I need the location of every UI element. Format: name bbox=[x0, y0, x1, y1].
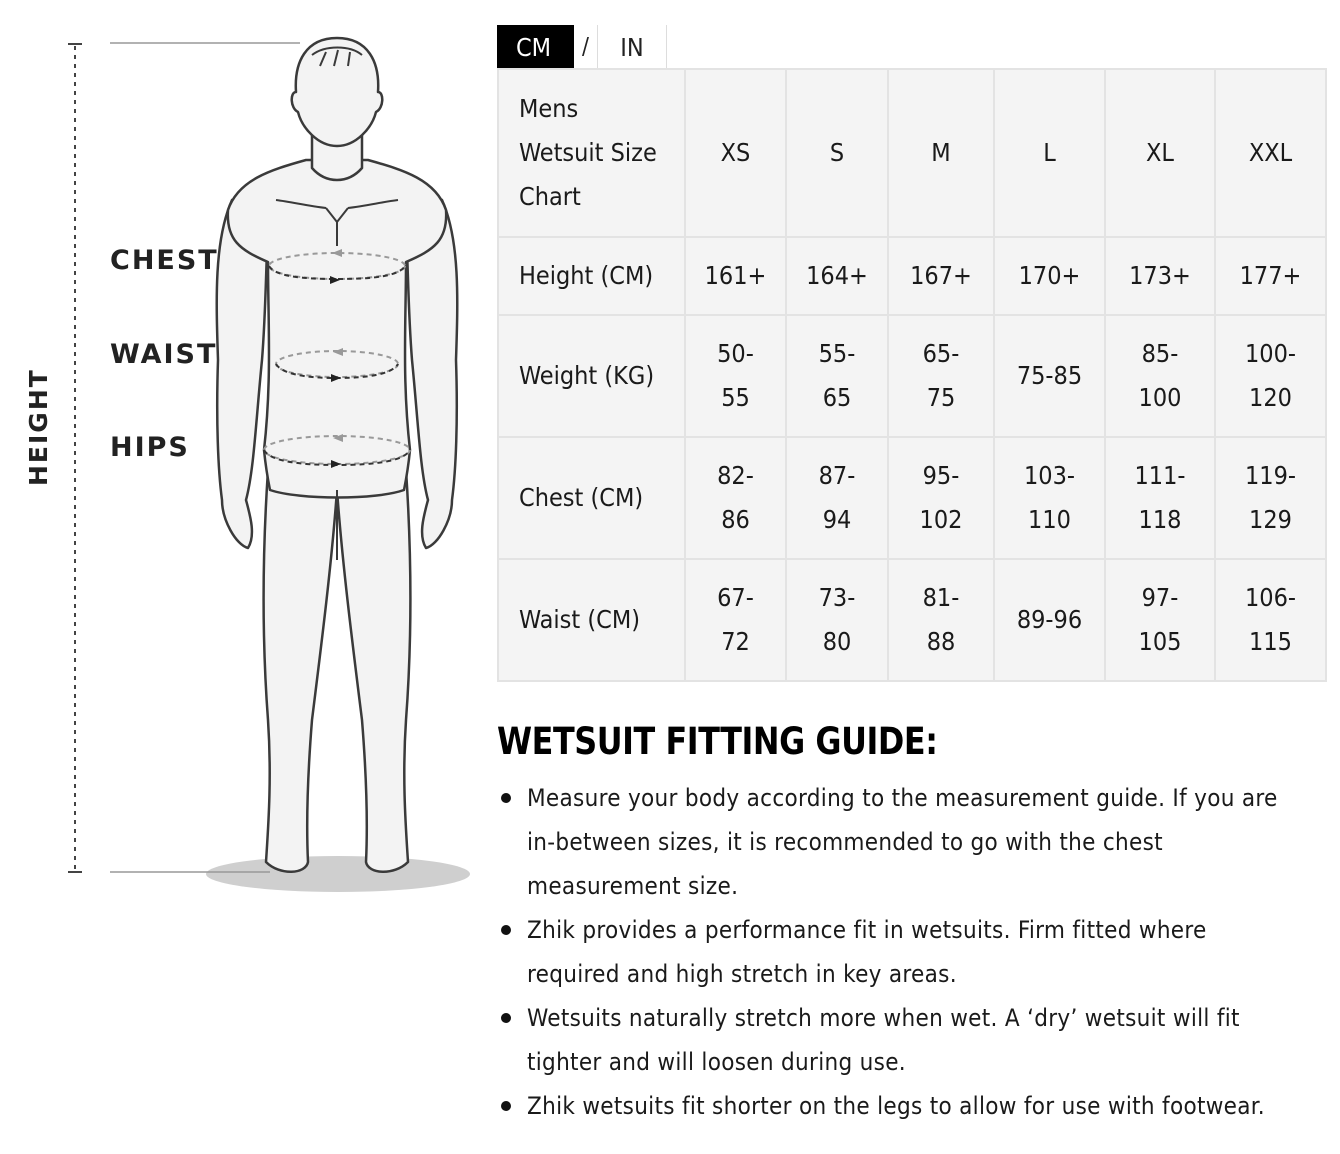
list-item bbox=[497, 776, 1297, 908]
size-header-m: M bbox=[888, 69, 994, 237]
body-silhouette bbox=[217, 38, 458, 872]
size-header-xxl: XXL bbox=[1215, 69, 1326, 237]
cell-line: 82- bbox=[717, 461, 754, 490]
list-item bbox=[497, 908, 1297, 996]
cell-line: 65 bbox=[822, 383, 852, 412]
unit-in-tab[interactable]: IN bbox=[597, 25, 667, 69]
cell-line: 88 bbox=[926, 627, 956, 656]
cell-line: 80 bbox=[822, 627, 852, 656]
hips-label: HIPS bbox=[110, 432, 190, 463]
cell-line: 120 bbox=[1249, 383, 1292, 412]
cell-line: 67- bbox=[717, 583, 754, 612]
list-item-line: in-between sizes, it is recommended to go with the chest bbox=[527, 828, 1163, 856]
cell-line: 73- bbox=[818, 583, 856, 612]
table-row-height bbox=[498, 237, 1326, 315]
table-cell bbox=[685, 437, 786, 559]
table-cell: 173+ bbox=[1105, 237, 1215, 315]
list-item-line: Measure your body according to the measurement guide. If you are bbox=[527, 784, 1278, 812]
cell-line: 129 bbox=[1249, 505, 1292, 534]
cell-line: 115 bbox=[1249, 627, 1292, 656]
table-cell bbox=[888, 437, 994, 559]
chest-label: CHEST bbox=[110, 245, 219, 276]
unit-cm-tab[interactable]: CM bbox=[497, 25, 574, 69]
table-cell bbox=[1105, 315, 1215, 437]
cell-line: 65- bbox=[922, 339, 960, 368]
size-header-xl: XL bbox=[1105, 69, 1215, 237]
body-measurement-figure bbox=[0, 0, 490, 1154]
list-item-line: required and high stretch in key areas. bbox=[527, 960, 957, 988]
waist-label: WAIST bbox=[110, 339, 218, 370]
list-item-line: measurement size. bbox=[527, 872, 739, 900]
cell-line: 103- bbox=[1023, 461, 1076, 490]
row-label: Height (CM) bbox=[498, 237, 685, 315]
fitting-guide-title: WETSUIT FITTING GUIDE: bbox=[497, 720, 938, 763]
size-chart-table bbox=[497, 68, 1327, 682]
cell-line: 75-85 bbox=[1016, 361, 1083, 390]
table-cell: 177+ bbox=[1215, 237, 1326, 315]
height-label: HEIGHT bbox=[24, 368, 53, 486]
table-cell bbox=[888, 315, 994, 437]
list-item-line: Wetsuits naturally stretch more when wet. A ‘dry’ wetsuit will fit bbox=[527, 1004, 1240, 1032]
cell-line: 87- bbox=[818, 461, 856, 490]
cell-line: 118 bbox=[1138, 505, 1182, 534]
table-row-chest bbox=[498, 437, 1326, 559]
list-item-line: tighter and will loosen during use. bbox=[527, 1048, 906, 1076]
row-label: Chest (CM) bbox=[498, 437, 685, 559]
table-cell bbox=[888, 559, 994, 681]
table-cell: 161+ bbox=[685, 237, 786, 315]
cell-line: 81- bbox=[922, 583, 960, 612]
floor-shadow bbox=[206, 856, 470, 892]
table-title-cell bbox=[498, 69, 685, 237]
cell-line: 85- bbox=[1141, 339, 1179, 368]
table-cell: 170+ bbox=[994, 237, 1105, 315]
table-title-line: Chart bbox=[519, 182, 581, 211]
cell-line: 111- bbox=[1134, 461, 1186, 490]
unit-toggle bbox=[497, 25, 667, 69]
size-header-l: L bbox=[994, 69, 1105, 237]
cell-line: 105 bbox=[1138, 627, 1182, 656]
table-cell bbox=[685, 315, 786, 437]
table-cell: 167+ bbox=[888, 237, 994, 315]
cell-line: 94 bbox=[822, 505, 852, 534]
list-item bbox=[497, 1084, 1297, 1128]
table-cell bbox=[786, 315, 888, 437]
row-label: Waist (CM) bbox=[498, 559, 685, 681]
list-item-line: Zhik provides a performance fit in wetsuits. Firm fitted where bbox=[527, 916, 1207, 944]
table-cell bbox=[1215, 559, 1326, 681]
cell-line: 50- bbox=[717, 339, 754, 368]
table-cell bbox=[994, 559, 1105, 681]
cell-line: 89-96 bbox=[1016, 605, 1083, 634]
cell-line: 95- bbox=[922, 461, 960, 490]
bullet-icon bbox=[501, 1013, 511, 1023]
table-cell bbox=[685, 559, 786, 681]
human-figure-illustration bbox=[0, 0, 490, 1154]
bullet-icon bbox=[501, 1101, 511, 1111]
unit-separator: / bbox=[582, 34, 589, 60]
cell-line: 110 bbox=[1028, 505, 1071, 534]
cell-line: 106- bbox=[1244, 583, 1297, 612]
cell-line: 102 bbox=[919, 505, 963, 534]
table-cell bbox=[994, 437, 1105, 559]
table-row-weight bbox=[498, 315, 1326, 437]
table-title-line: Mens bbox=[519, 94, 579, 123]
cell-line: 72 bbox=[721, 627, 750, 656]
cell-line: 97- bbox=[1141, 583, 1179, 612]
table-cell bbox=[1105, 559, 1215, 681]
table-cell bbox=[1215, 315, 1326, 437]
table-cell: 164+ bbox=[786, 237, 888, 315]
table-cell bbox=[994, 315, 1105, 437]
table-header-row bbox=[498, 69, 1326, 237]
list-item-line: Zhik wetsuits fit shorter on the legs to allow for use with footwear. bbox=[527, 1092, 1265, 1120]
cell-line: 55 bbox=[721, 383, 750, 412]
table-cell bbox=[1105, 437, 1215, 559]
list-item bbox=[497, 996, 1297, 1084]
table-cell bbox=[1215, 437, 1326, 559]
cell-line: 119- bbox=[1244, 461, 1297, 490]
cell-line: 100- bbox=[1244, 339, 1297, 368]
size-header-xs: XS bbox=[685, 69, 786, 237]
table-cell bbox=[786, 559, 888, 681]
row-label: Weight (KG) bbox=[498, 315, 685, 437]
bullet-icon bbox=[501, 793, 511, 803]
size-header-s: S bbox=[786, 69, 888, 237]
table-cell bbox=[786, 437, 888, 559]
table-row-waist bbox=[498, 559, 1326, 681]
table-title-line: Wetsuit Size bbox=[519, 138, 657, 167]
bullet-icon bbox=[501, 925, 511, 935]
cell-line: 100 bbox=[1138, 383, 1182, 412]
fitting-guide-list bbox=[497, 776, 1297, 1128]
cell-line: 75 bbox=[926, 383, 956, 412]
cell-line: 86 bbox=[721, 505, 750, 534]
cell-line: 55- bbox=[818, 339, 856, 368]
